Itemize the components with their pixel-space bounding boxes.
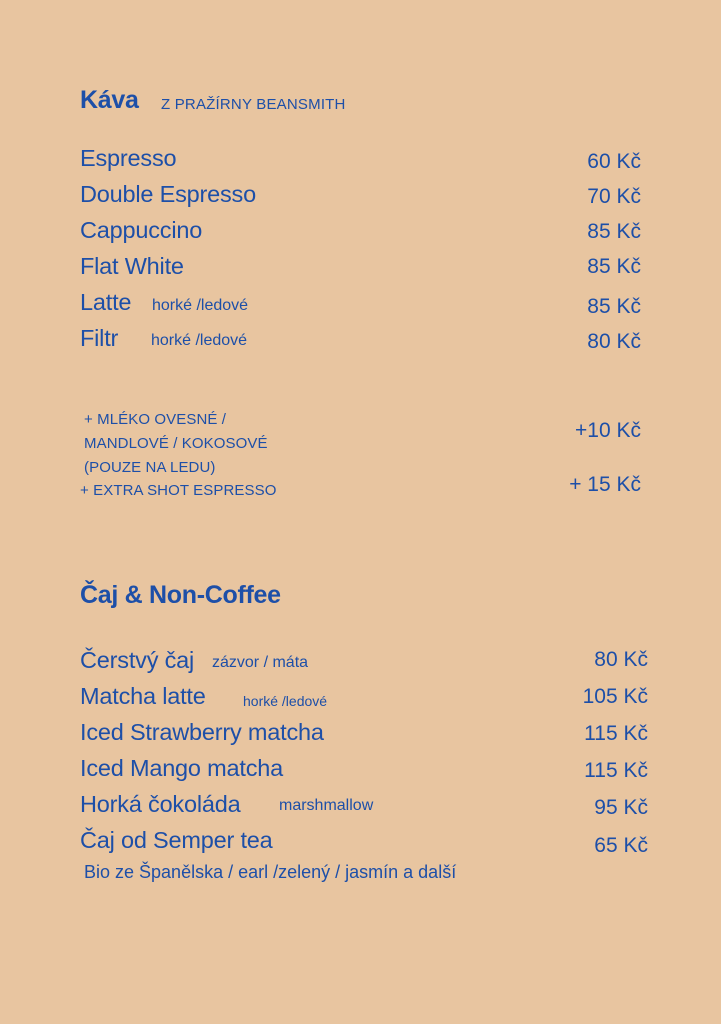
menu-item-note: horké /ledové [243,693,328,709]
coffee-section-title: Káva [80,86,139,114]
menu-item-name: Flat White [80,253,184,279]
menu-item-name: Cappuccino [80,217,203,243]
tea-section-title: Čaj & Non-Coffee [80,581,281,609]
menu-item-name: Iced Strawberry matcha [80,719,324,745]
addon-milk-price: +10 Kč [575,419,641,442]
menu-item-note: horké /ledové [152,297,249,314]
menu-item-price: 65 Kč [594,834,648,857]
menu-item-price: 105 Kč [582,685,648,708]
menu-item-price: 95 Kč [594,796,648,819]
addon-milk-line: + MLÉKO OVESNÉ / [84,411,227,428]
menu-item-price: 70 Kč [587,185,641,208]
menu-item-name: Horká čokoláda [80,791,241,817]
menu-item-name: Espresso [80,145,177,171]
menu-item-price: 115 Kč [584,759,648,782]
menu-item-price: 85 Kč [587,220,641,243]
addon-milk-line: MANDLOVÉ / KOKOSOVÉ [84,435,268,452]
addon-extra-shot: + EXTRA SHOT ESPRESSO [80,482,277,499]
tea-varieties-note: Bio ze Španělska / earl /zelený / jasmín a další [84,862,457,882]
menu-item-note: marshmallow [279,797,374,814]
menu-item-price: 85 Kč [587,295,641,318]
addon-extra-shot-price: + 15 Kč [569,473,641,496]
menu-item-name: Čerstvý čaj [80,647,195,673]
menu-item-name: Iced Mango matcha [80,755,283,781]
menu-item-note: zázvor / máta [212,654,309,671]
menu-item-name: Latte [80,289,132,315]
menu-item-name: Matcha latte [80,683,206,709]
menu-item-name: Filtr [80,325,119,351]
coffee-roastery-subtitle: Z PRAŽÍRNY BEANSMITH [161,96,346,113]
addon-milk-line: (POUZE NA LEDU) [84,459,216,476]
menu-item-price: 80 Kč [594,648,648,671]
menu-item-price: 115 Kč [584,722,648,745]
menu-item-name: Čaj od Semper tea [80,827,273,853]
menu-item-price: 85 Kč [587,255,641,278]
menu-item-name: Double Espresso [80,181,256,207]
menu-item-price: 60 Kč [587,150,641,173]
menu-item-note: horké /ledové [151,332,248,349]
menu-item-price: 80 Kč [587,330,641,353]
